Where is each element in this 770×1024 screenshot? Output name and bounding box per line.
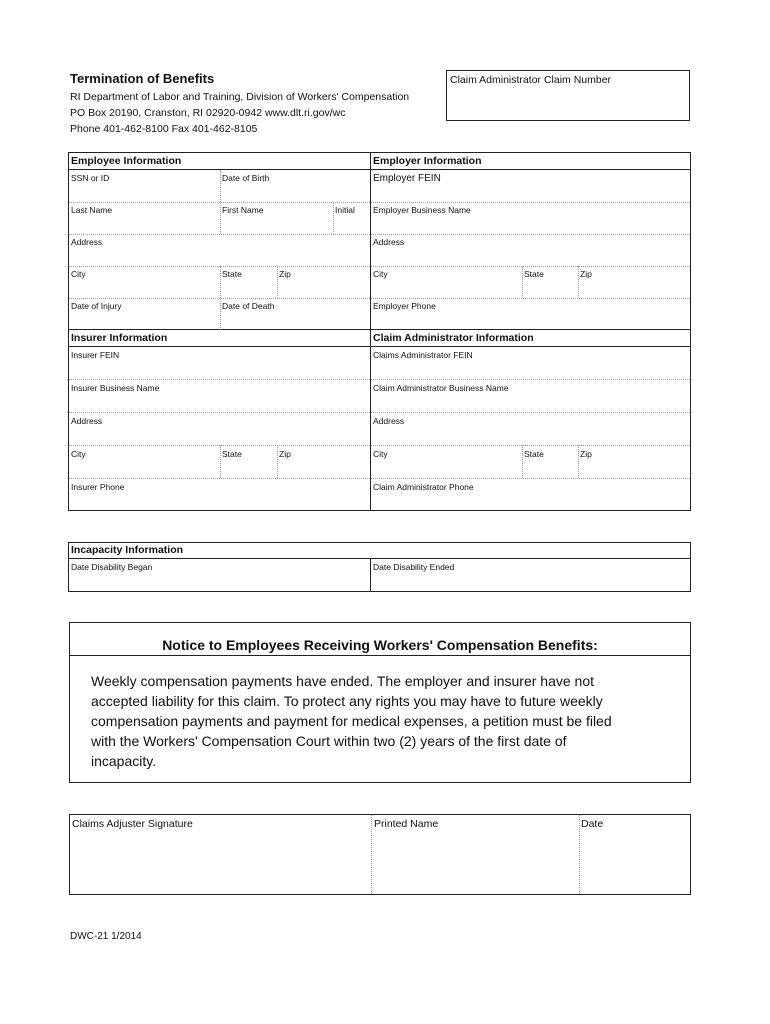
last-name-field[interactable]: Last Name [71,205,113,215]
incapacity-section-heading: Incapacity Information [71,544,184,556]
claim-number-field[interactable] [446,70,690,121]
notice-box [69,622,691,783]
first-name-field[interactable]: First Name [222,205,264,215]
date-of-death-field[interactable]: Date of Death [222,301,275,311]
dob-field[interactable]: Date of Birth [222,173,270,183]
claim-admin-city-field[interactable]: City [373,449,388,459]
employer-zip-field[interactable]: Zip [580,269,592,279]
claim-admin-business-name-field[interactable]: Claim Administrator Business Name [373,383,509,393]
claim-admin-phone-field[interactable]: Claim Administrator Phone [373,482,474,492]
employee-city-field[interactable]: City [71,269,86,279]
agency-name: RI Department of Labor and Training, Division of Workers' Compensation [70,91,410,103]
employer-business-name-field[interactable]: Employer Business Name [373,205,471,215]
notice-line-1: Weekly compensation payments have ended. The employer and insurer have not [91,673,595,689]
adjuster-signature-field[interactable]: Claims Adjuster Signature [72,818,193,830]
notice-line-4: with the Workers' Compensation Court within two (2) years of the first date of [91,733,567,749]
insurer-business-name-field[interactable]: Insurer Business Name [71,383,160,393]
employer-state-field[interactable]: State [524,269,544,279]
incapacity-grid [68,542,691,592]
claim-number-label: Claim Administrator Claim Number [450,74,612,86]
claim-admin-section-heading: Claim Administrator Information [373,332,534,344]
insurer-section-heading: Insurer Information [71,332,168,344]
agency-address: PO Box 20190, Cranston, RI 02920-0942 www.dlt.ri.gov/wc [70,107,346,119]
ssn-field[interactable]: SSN or ID [71,173,110,183]
insurer-zip-field[interactable]: Zip [279,449,291,459]
notice-line-5: incapacity. [91,753,157,769]
form-title: Termination of Benefits [70,71,215,86]
employee-address-field[interactable]: Address [71,237,103,247]
employee-section-heading: Employee Information [71,155,182,167]
printed-name-field[interactable]: Printed Name [374,818,439,830]
insurer-fein-field[interactable]: Insurer FEIN [71,350,120,360]
employee-zip-field[interactable]: Zip [279,269,291,279]
claim-admin-address-field[interactable]: Address [373,416,405,426]
disability-began-field[interactable]: Date Disability Began [71,562,153,572]
employer-address-field[interactable]: Address [373,237,405,247]
initial-field[interactable]: Initial [335,205,355,215]
notice-line-3: compensation payments and payment for medical expenses, a petition must be filed [91,713,612,729]
info-grid [68,152,691,511]
insurer-address-field[interactable]: Address [71,416,103,426]
insurer-phone-field[interactable]: Insurer Phone [71,482,125,492]
form-id: DWC-21 1/2014 [70,931,142,942]
claim-admin-state-field[interactable]: State [524,449,544,459]
claim-admin-fein-field[interactable]: Claims Administrator FEIN [373,350,473,360]
disability-ended-field[interactable]: Date Disability Ended [373,562,455,572]
claim-admin-zip-field[interactable]: Zip [580,449,592,459]
agency-phone: Phone 401-462-8100 Fax 401-462-8105 [70,123,258,135]
insurer-city-field[interactable]: City [71,449,86,459]
employer-phone-field[interactable]: Employer Phone [373,301,436,311]
signature-date-field[interactable]: Date [581,818,604,830]
employer-section-heading: Employer Information [373,155,482,167]
date-of-injury-field[interactable]: Date of Injury [71,301,122,311]
notice-body [91,671,671,771]
notice-title: Notice to Employees Receiving Workers' Compensation Benefits: [162,637,598,653]
notice-line-2: accepted liability for this claim. To protect any rights you may have to future weekly [91,693,603,709]
employer-city-field[interactable]: City [373,269,388,279]
employee-state-field[interactable]: State [222,269,242,279]
insurer-state-field[interactable]: State [222,449,242,459]
employer-fein-field[interactable]: Employer FEIN [373,173,441,184]
signature-block [69,814,691,895]
